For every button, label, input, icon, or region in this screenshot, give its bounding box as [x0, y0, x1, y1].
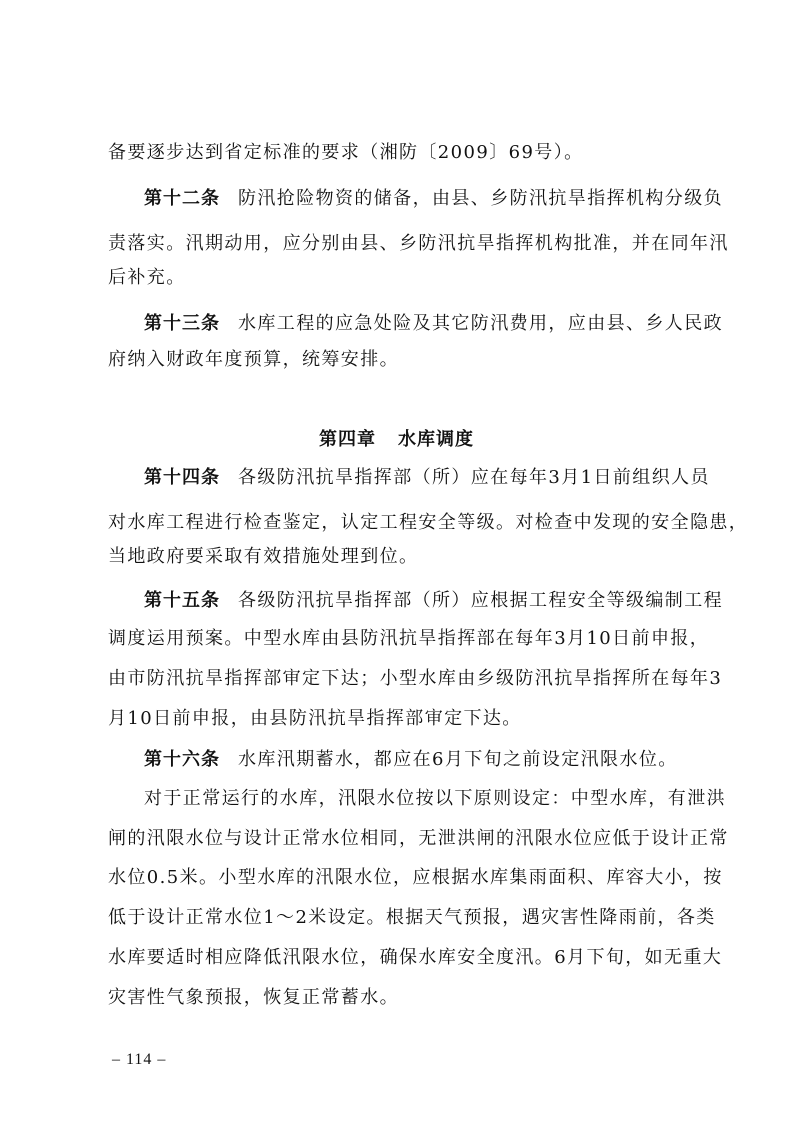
article-14-first-line: [144, 466, 710, 490]
paragraph-line: 由市防汛抗旱指挥部审定下达；小型水库由乡级防汛抗旱指挥所在每年3: [108, 668, 723, 689]
paragraph-line: 灾害性气象预报，恢复正常蓄水。: [108, 987, 399, 1008]
article-16-first-line: [144, 748, 700, 772]
paragraph-line: 后补充。: [108, 267, 186, 288]
paragraph-line: 责落实。汛期动用，应分别由县、乡防汛抗旱指挥机构批准，并在同年汛: [108, 233, 729, 254]
paragraph-line: 各级防汛抗旱指挥部（所）应根据工程安全等级编制工程: [238, 590, 723, 611]
paragraph-line: 水库工程的应急处险及其它防汛费用，应由县、乡人民政: [238, 313, 723, 334]
article-13-first-line: [144, 312, 723, 336]
paragraph-line: 府纳入财政年度预算，统筹安排。: [108, 349, 399, 370]
paragraph-line: 水位0.5米。小型水库的汛限水位，应根据水库集雨面积、库容大小，按: [108, 867, 723, 888]
page-number: – 114 –: [112, 1051, 167, 1068]
paragraph-line: 低于设计正常水位1～2米设定。根据天气预报，遇灾害性降雨前，各类: [108, 907, 716, 928]
article-label: 第十五条: [144, 590, 220, 611]
paragraph-line: 调度运用预案。中型水库由县防汛抗旱指挥部在每年3月10日前申报，: [108, 628, 710, 649]
paragraph-line: 对水库工程进行检查鉴定，认定工程安全等级。对检查中发现的安全隐患，: [108, 512, 749, 533]
article-label: 第十二条: [144, 188, 220, 209]
paragraph-line: 各级防汛抗旱指挥部（所）应在每年3月1日前组织人员: [238, 467, 710, 488]
paragraph-line: 对于正常运行的水库，汛限水位按以下原则设定：中型水库，有泄洪: [144, 788, 726, 809]
paragraph-line: 防汛抢险物资的储备，由县、乡防汛抗旱指挥机构分级负: [238, 188, 723, 209]
chapter-number: 第四章: [319, 429, 376, 450]
chapter-title: 水库调度: [398, 429, 474, 450]
chapter-heading: [0, 428, 793, 452]
article-15-first-line: [144, 589, 723, 613]
paragraph-line: 水库汛期蓄水，都应在6月下旬之前设定汛限水位。: [238, 749, 678, 770]
paragraph-line: 备要逐步达到省定标准的要求（湘防〔2009〕69号）。: [108, 142, 584, 163]
paragraph-line: 月10日前申报，由县防汛抗旱指挥部审定下达。: [108, 708, 522, 729]
paragraph-line: 当地政府要采取有效措施处理到位。: [108, 546, 419, 567]
article-label: 第十三条: [144, 313, 220, 334]
article-label: 第十四条: [144, 467, 220, 488]
article-label: 第十六条: [144, 749, 220, 770]
article-12-first-line: [144, 187, 723, 211]
paragraph-line: 水库要适时相应降低汛限水位，确保水库安全度汛。6月下旬，如无重大: [108, 947, 723, 968]
paragraph-line: 闸的汛限水位与设计正常水位相同，无泄洪闸的汛限水位应低于设计正常: [108, 828, 729, 849]
